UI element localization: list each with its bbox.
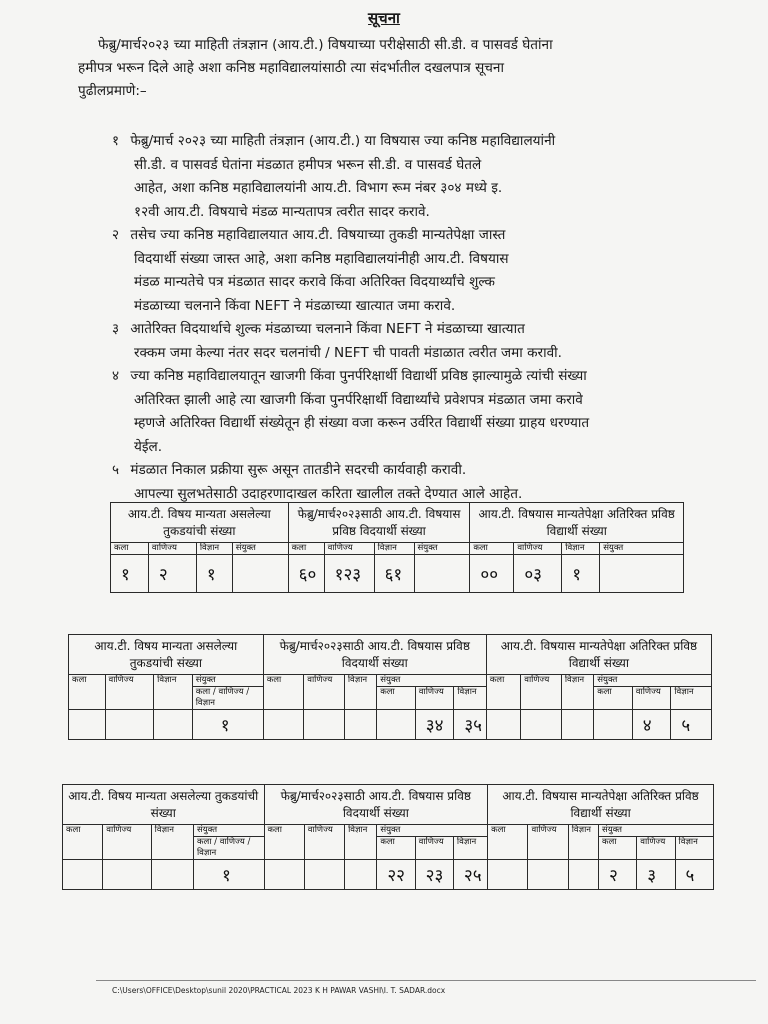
point-line: आहेत, अशा कनिष्ठ महाविद्यालयांनी आय.टी. विभाग रूम नंबर ३०४ मध्ये इ. <box>134 180 503 196</box>
column-label: विज्ञान <box>374 543 414 555</box>
column-label: संयुक्त <box>377 675 487 687</box>
point-line: म्हणजे अतिरिक्त विद्यार्थी संख्येतून ही संख्या वजा करून उर्वरित विद्यार्थी संख्या ग्राहय धरण्यात <box>134 415 590 431</box>
table-header: आय.टी. विषय मान्यता असलेल्या तुकडयांची संख्या <box>111 503 289 543</box>
table-header: आय.टी. विषय मान्यता असलेल्या तुकडयांची संख्या <box>63 785 265 825</box>
point-number: ४ <box>112 368 120 384</box>
table-cell: २३ <box>415 860 453 890</box>
table-cell <box>486 710 520 740</box>
point-line: मंडळात निकाल प्रक्रीया सुरू असून तातडीने सदरची कार्यवाही करावी. <box>130 462 467 478</box>
column-label: वाणिज्य <box>637 837 675 860</box>
table-cell: ३ <box>637 860 675 890</box>
table-cell <box>151 860 193 890</box>
point-line: आतेरिक्त विदयार्थाचे शुल्क मंडळाच्या चलनाने किंवा NEFT ने मंडळाच्या खात्यात <box>130 321 525 337</box>
point-1 <box>112 130 712 224</box>
table-cell <box>528 860 568 890</box>
table-cell: ५ <box>671 710 712 740</box>
combined-note: कला / वाणिज्य / विज्ञान <box>192 687 263 710</box>
column-label: कला <box>264 825 304 860</box>
point-line: मंडळ मान्यतेचे पत्र मंडळात सादर करावे किंवा अतिरिक्त विदयार्थ्यांचे शुल्क <box>134 274 495 290</box>
footer-divider <box>96 980 756 981</box>
column-label: कला <box>63 825 103 860</box>
point-number: ५ <box>112 462 120 478</box>
intro-line: पुढीलप्रमाणे:– <box>78 83 147 99</box>
table-header: फेब्रु/मार्च२०२३साठी आय.टी. विषयास प्रविष्ठ विदयार्थी संख्या <box>264 785 488 825</box>
column-label: वाणिज्य <box>632 687 671 710</box>
table-cell: १ <box>192 710 263 740</box>
column-label: विज्ञान <box>454 687 486 710</box>
column-label: वाणिज्य <box>415 837 453 860</box>
column-label: कला <box>263 675 304 710</box>
column-label: वाणिज्य <box>324 543 374 555</box>
intro-paragraph <box>78 34 710 103</box>
table-cell: २२ <box>377 860 415 890</box>
table-cell <box>600 555 684 593</box>
point-number: १ <box>112 133 120 149</box>
intro-line: हमीपत्र भरून दिले आहे अशा कनिष्ठ महाविद्यालयांसाठी त्या संदर्भातील दखलपात्र सूचना <box>78 60 504 76</box>
point-line: १२वी आय.टी. विषयाचे मंडळ मान्यतापत्र त्वरीत सादर करावे. <box>134 203 430 220</box>
table-header: आय.टी. विषयास मान्यतेपेक्षा अतिरिक्त प्रविष्ठ विद्यार्थी संख्या <box>488 785 714 825</box>
column-label: संयुक्त <box>600 543 684 555</box>
point-line: रक्कम जमा केल्या नंतर सदर चलनांची / NEFT ची पावती मंडाळात त्वरीत जमा करावी. <box>134 344 563 361</box>
table-cell <box>263 710 304 740</box>
table-header: आय.टी. विषयास मान्यतेपेक्षा अतिरिक्त प्रविष्ठ विद्यार्थी संख्या <box>486 635 711 675</box>
table-header: फेब्रु/मार्च२०२३साठी आय.टी. विषयास प्रविष्ठ विदयार्थी संख्या <box>263 635 486 675</box>
table-cell <box>414 555 470 593</box>
column-label: संयुक्त <box>414 543 470 555</box>
point-line: येईल. <box>134 438 163 455</box>
column-label: संयुक्त <box>594 675 712 687</box>
table-cell <box>304 860 344 890</box>
table-cell: १२३ <box>324 555 374 593</box>
table-cell <box>344 710 376 740</box>
column-label: विज्ञान <box>671 687 712 710</box>
table-cell: ०३ <box>514 555 562 593</box>
point-line: फेब्रु/मार्च २०२३ च्या माहिती तंत्रज्ञान (आय.टी.) या विषयास ज्या कनिष्ठ महाविद्यालयांनी <box>130 133 556 149</box>
table-cell <box>345 860 377 890</box>
column-label: कला <box>377 687 416 710</box>
combined-note: कला / वाणिज्य / विज्ञान <box>193 837 264 860</box>
points-list <box>112 130 712 506</box>
column-label: विज्ञान <box>568 825 598 860</box>
table-cell <box>304 710 345 740</box>
point-line: विदयार्थी संख्या जास्त आहे, अशा कनिष्ठ महाविद्यालयांनीही आय.टी. विषयास <box>134 250 509 267</box>
column-label: कला <box>288 543 324 555</box>
column-label: विज्ञान <box>151 825 193 860</box>
column-label: कला <box>488 825 528 860</box>
table-cell <box>377 710 416 740</box>
table-cell <box>232 555 288 593</box>
table-cell <box>594 710 633 740</box>
point-number: २ <box>112 227 120 243</box>
table-cell <box>69 710 106 740</box>
column-label: विज्ञान <box>196 543 232 555</box>
column-label: वाणिज्य <box>415 687 454 710</box>
column-label: संयुक्त <box>377 825 488 837</box>
table-header: आय.टी. विषयास मान्यतेपेक्षा अतिरिक्त प्रविष्ठ विद्यार्थी संख्या <box>470 503 684 543</box>
column-label: वाणिज्य <box>521 675 562 710</box>
column-label: विज्ञान <box>675 837 713 860</box>
column-label: वाणिज्य <box>148 543 196 555</box>
column-label: कला <box>111 543 149 555</box>
example-table-1 <box>110 502 684 593</box>
table-cell <box>568 860 598 890</box>
table-cell <box>521 710 562 740</box>
table-cell <box>103 860 151 890</box>
table-cell <box>154 710 193 740</box>
table-header: फेब्रु/मार्च२०२३साठी आय.टी. विषयास प्रविष्ठ विदयार्थी संख्या <box>288 503 470 543</box>
column-label: विज्ञान <box>344 675 376 710</box>
point-line: तसेच ज्या कनिष्ठ महाविद्यालयात आय.टी. विषयाच्या तुकडी मान्यतेपेक्षा जास्त <box>130 227 506 243</box>
column-label: कला <box>486 675 520 710</box>
point-line: ज्या कनिष्ठ महाविद्यालयातून खाजगी किंवा पुनर्परिक्षार्थी विद्यार्थी प्रविष्ठ झाल्यामुळे त्यांची संख्या <box>130 368 587 384</box>
table-cell: ०० <box>470 555 514 593</box>
column-label: कला <box>594 687 633 710</box>
column-label: वाणिज्य <box>514 543 562 555</box>
column-label: संयुक्त <box>192 675 263 687</box>
column-label: वाणिज्य <box>105 675 154 710</box>
point-5 <box>112 459 712 506</box>
table-cell <box>488 860 528 890</box>
example-table-2 <box>68 634 712 740</box>
column-label: संयुक्त <box>232 543 288 555</box>
table-cell <box>105 710 154 740</box>
column-label: कला <box>69 675 106 710</box>
point-4 <box>112 365 712 459</box>
table-cell <box>264 860 304 890</box>
table-cell: ६१ <box>374 555 414 593</box>
point-line: अतिरिक्त झाली आहे त्या खाजगी किंवा पुनर्परिक्षार्थी विद्यार्थ्यांचे प्रवेशपत्र मंडळात जमा करावे <box>134 391 583 408</box>
example-table-3 <box>62 784 714 890</box>
table-cell: ५ <box>675 860 713 890</box>
table-cell: १ <box>562 555 600 593</box>
column-label: कला <box>598 837 636 860</box>
table-cell: १ <box>193 860 264 890</box>
table-cell: ६० <box>288 555 324 593</box>
table-header: आय.टी. विषय मान्यता असलेल्या तुकडयांची संख्या <box>69 635 264 675</box>
column-label: वाणिज्य <box>528 825 568 860</box>
point-2 <box>112 224 712 318</box>
column-label: विज्ञान <box>453 837 487 860</box>
table-cell <box>63 860 103 890</box>
point-3 <box>112 318 712 365</box>
column-label: वाणिज्य <box>304 675 345 710</box>
column-label: विज्ञान <box>154 675 193 710</box>
table-cell: ३४ <box>415 710 454 740</box>
column-label: वाणिज्य <box>103 825 151 860</box>
table-cell: २ <box>598 860 636 890</box>
point-line: आपल्या सुलभतेसाठी उदाहरणादाखल करिता खालील तक्ते देण्यात आले आहेत. <box>134 485 523 502</box>
point-number: ३ <box>112 321 120 337</box>
table-cell: २५ <box>453 860 487 890</box>
column-label: विज्ञान <box>561 675 593 710</box>
file-path-footer: C:\Users\OFFICE\Desktop\sunil 2020\PRACTICAL 2023 K H PAWAR VASHI\I. T. SADAR.docx <box>112 986 446 995</box>
column-label: संयुक्त <box>598 825 713 837</box>
point-line: मंडळाच्या चलनाने किंवा NEFT ने मंडळाच्या खात्यात जमा करावे. <box>134 297 456 314</box>
table-cell: २ <box>148 555 196 593</box>
column-label: कला <box>377 837 415 860</box>
table-cell: ४ <box>632 710 671 740</box>
point-line: सी.डी. व पासवर्ड घेतांना मंडळात हमीपत्र भरून सी.डी. व पासवर्ड घेतले <box>134 156 482 173</box>
intro-line: फेब्रु/मार्च२०२३ च्या माहिती तंत्रज्ञान (आय.टी.) विषयाच्या परीक्षेसाठी सी.डी. व पासवर्ड घेतांना <box>98 37 553 53</box>
table-cell: १ <box>111 555 149 593</box>
column-label: वाणिज्य <box>304 825 344 860</box>
column-label: कला <box>470 543 514 555</box>
table-cell: ३५ <box>454 710 486 740</box>
column-label: संयुक्त <box>193 825 264 837</box>
table-cell <box>561 710 593 740</box>
column-label: विज्ञान <box>562 543 600 555</box>
column-label: विज्ञान <box>345 825 377 860</box>
notice-title: सूचना <box>368 9 400 27</box>
table-cell: १ <box>196 555 232 593</box>
